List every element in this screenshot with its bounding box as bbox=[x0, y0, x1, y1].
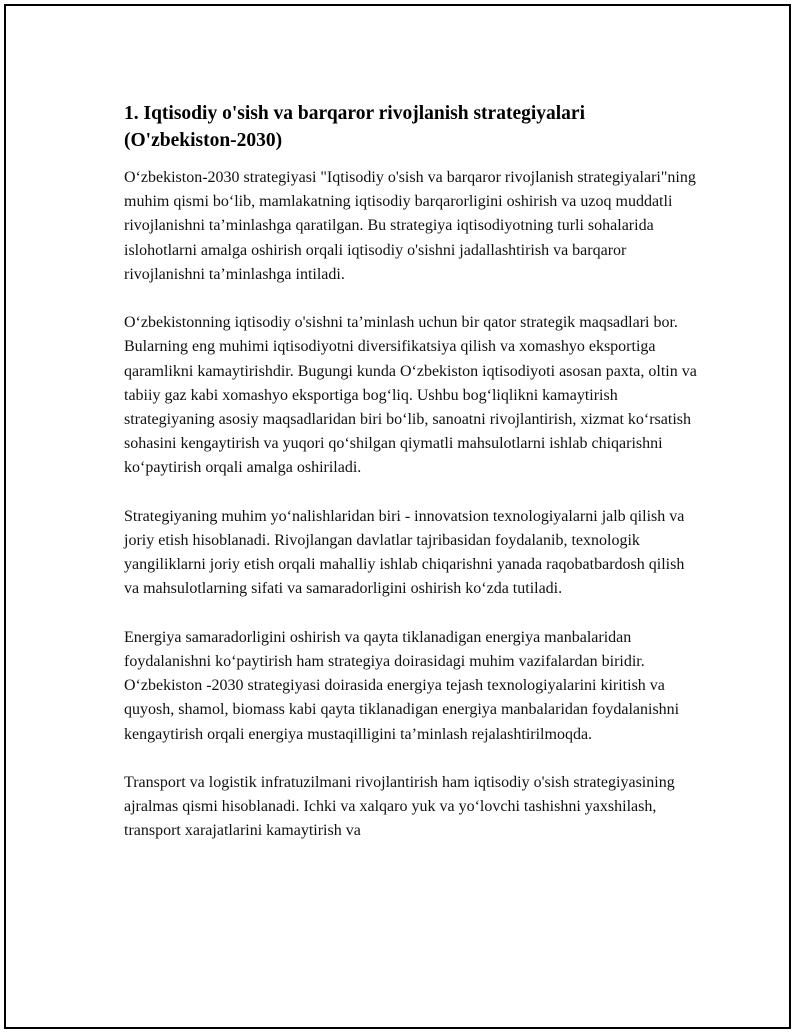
paragraph-3: Strategiyaning muhim yo‘nalishlaridan biri - innovatsion texnologiyalarni jalb qilish va joriy etish hisoblanadi. Rivojlangan davlatlar tajribasidan foydalanib, texnologik yangiliklarni joriy etish orqali mahalliy ishlab chiqarishni yanada raqobatbardosh qilish va mahsulotlarning sifati va samaradorligini oshirish ko‘zda tutiladi. bbox=[124, 507, 685, 598]
section-heading bbox=[124, 100, 699, 154]
paragraph-5: Transport va logistik infratuzilmani rivojlantirish ham iqtisodiy o'sish strategiyasining ajralmas qismi hisoblanadi. Ichki va xalqaro yuk va yo‘lovchi tashishni yaxshilash, transport xarajatlarini kamaytirish va bbox=[124, 774, 675, 840]
document-body bbox=[124, 100, 699, 868]
heading-line-1: 1. Iqtisodiy o'sish va barqaror rivojlanish strategiyalari bbox=[124, 103, 586, 124]
heading-line-2: (O'zbekiston-2030) bbox=[124, 130, 283, 151]
paragraph-4: Energiya samaradorligini oshirish va qayta tiklanadigan energiya manbalaridan foydalanishni ko‘paytirish ham strategiya doirasidagi muhim vazifalardan biridir. O‘zbekiston -2030 strategiyasi doirasida energiya tejash texnologiyalarini kiritish va quyosh, shamol, biomass kabi qayta tiklanadigan energiya manbalaridan foydalanishni kengaytirish orqali energiya mustaqilligini ta’minlash rejalashtirilmoqda. bbox=[124, 628, 680, 743]
paragraph-2: O‘zbekistonning iqtisodiy o'sishni ta’minlash uchun bir qator strategik maqsadlari bor. Bularning eng muhimi iqtisodiyotni diversifikatsiya qilish va xomashyo eksportiga qaramlikni kamaytirishdir. Bugungi kunda O‘zbekiston iqtisodiyoti asosan paxta, oltin va tabiiy gaz kabi xomashyo eksportiga bog‘liq. Ushbu bog‘liqlikni kamaytirish strategiyaning asosiy maqsadlaridan biri bo‘lib, sanoatni rivojlantirish, xizmat ko‘rsatish sohasini kengaytirish va yuqori qo‘shilgan qiymatli mahsulotlarni ishlab chiqarishni ko‘paytirish orqali amalga oshiriladi. bbox=[124, 314, 697, 477]
paragraph-1: O‘zbekiston-2030 strategiyasi "Iqtisodiy o'sish va barqaror rivojlanish strategiyalari"ning muhim qismi bo‘lib, mamlakatning iqtisodiy barqarorligini oshirish va uzoq muddatli rivojlanishni ta’minlashga qaratilgan. Bu strategiya iqtisodiyotning turli sohalarida islohotlarni amalga oshirish orqali iqtisodiy o'sishni jadallashtirish va barqaror rivojlanishni ta’minlashga intiladi. bbox=[124, 169, 696, 283]
page-frame bbox=[4, 4, 791, 1029]
